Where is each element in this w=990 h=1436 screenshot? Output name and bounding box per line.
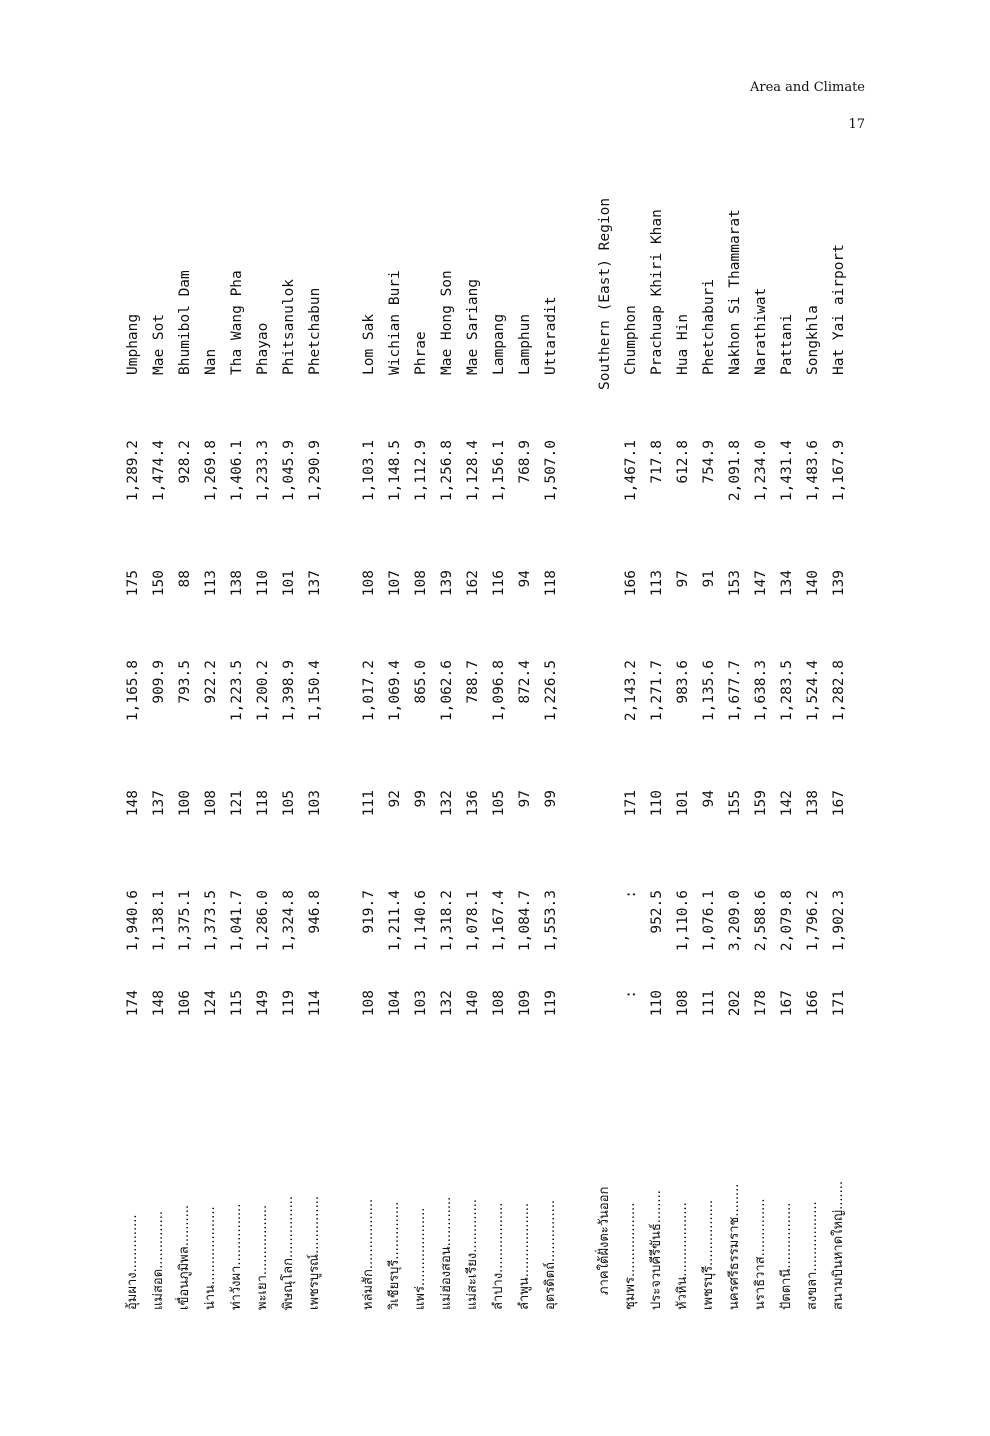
station-name-thai: ปัตตานี................ (779, 1202, 794, 1310)
station-name-thai: เพชรบุรี................ (701, 1199, 716, 1310)
value-cell-c6: 1,156.1 (491, 440, 507, 502)
value-cell-c4: 1,062.6 (439, 660, 455, 722)
value-cell-c5: 162 (465, 570, 481, 597)
value-cell-c2: 1,041.7 (229, 890, 245, 952)
value-cell-c5: 147 (753, 570, 769, 597)
station-name-thai: แม่ฮ่องสอน............ (439, 1196, 454, 1310)
station-name-thai: หัวหิน.................. (675, 1202, 690, 1310)
value-cell-c3: 121 (229, 790, 245, 817)
value-cell-c1: 111 (701, 990, 717, 1017)
value-cell-c6: 1,103.1 (361, 440, 377, 502)
value-cell-c4: 1,135.6 (701, 660, 717, 722)
value-cell-c5: 139 (439, 570, 455, 597)
value-cell-c1: 115 (229, 990, 245, 1017)
section-heading-english: Southern (East) Region (597, 197, 613, 390)
value-cell-c5: 166 (623, 570, 639, 597)
station-name-english: Phitsanulok (281, 278, 297, 375)
value-cell-c3: 101 (675, 790, 691, 817)
value-cell-c3: 171 (623, 790, 639, 817)
value-cell-c3: 155 (727, 790, 743, 817)
value-cell-c1: 108 (675, 990, 691, 1017)
value-cell-c3: 138 (805, 790, 821, 817)
station-name-english: Wichian Buri (387, 270, 403, 375)
value-cell-c6: 1,406.1 (229, 440, 245, 502)
value-cell-c5: 108 (413, 570, 429, 597)
value-cell-c5: 139 (831, 570, 847, 597)
value-cell-c2: 1,324.8 (281, 890, 297, 952)
station-name-thai: ประจวบคีรีขันธ์........ (649, 1190, 664, 1310)
station-name-english: Pattani (779, 313, 795, 375)
value-cell-c4: 865.0 (413, 660, 429, 704)
value-cell-c1: 174 (125, 990, 141, 1017)
station-name-thai: อุ้มผาง.............. (125, 1214, 140, 1310)
station-name-english: Tha Wang Pha (229, 270, 245, 375)
value-cell-c6: 1,128.4 (465, 440, 481, 502)
value-cell-c2: : (623, 890, 639, 899)
station-name-english: Bhumibol Dam (177, 270, 193, 375)
value-cell-c3: 108 (203, 790, 219, 817)
station-name-english: Chumphon (623, 305, 639, 375)
station-name-english: Hua Hin (675, 313, 691, 375)
station-name-thai: ลำปาง................. (491, 1202, 506, 1310)
value-cell-c5: 107 (387, 570, 403, 597)
climate-table (120, 180, 847, 1310)
value-cell-c3: 97 (517, 790, 533, 808)
value-cell-c1: 124 (203, 990, 219, 1017)
value-cell-c4: 788.7 (465, 660, 481, 704)
value-cell-c3: 148 (125, 790, 141, 817)
value-cell-c5: 97 (675, 570, 691, 588)
value-cell-c5: 94 (517, 570, 533, 588)
value-cell-c3: 167 (831, 790, 847, 817)
value-cell-c4: 922.2 (203, 660, 219, 704)
value-cell-c1: : (623, 990, 639, 999)
value-cell-c1: 108 (361, 990, 377, 1017)
station-name-english: Phetchabun (307, 287, 323, 375)
value-cell-c2: 1,286.0 (255, 890, 271, 952)
station-name-english: Hat Yai airport (831, 244, 847, 375)
value-cell-c2: 1,138.1 (151, 890, 167, 952)
station-name-thai: ท่าวังผา............... (229, 1203, 244, 1310)
value-cell-c5: 101 (281, 570, 297, 597)
value-cell-c5: 153 (727, 570, 743, 597)
station-name-english: Mae Hong Son (439, 270, 455, 375)
value-cell-c1: 178 (753, 990, 769, 1017)
station-name-english: Nakhon Si Thammarat (727, 209, 743, 375)
value-cell-c4: 1,200.2 (255, 660, 271, 722)
value-cell-c1: 104 (387, 990, 403, 1017)
value-cell-c2: 3,209.0 (727, 890, 743, 952)
value-cell-c1: 167 (779, 990, 795, 1017)
station-name-thai: แม่สอด.............. (151, 1211, 166, 1310)
station-name-english: Uttaradit (543, 296, 559, 375)
station-name-thai: ชุมพร.................. (623, 1202, 638, 1310)
value-cell-c3: 132 (439, 790, 455, 817)
value-cell-c1: 171 (831, 990, 847, 1017)
value-cell-c3: 99 (543, 790, 559, 808)
value-cell-c3: 103 (307, 790, 323, 817)
value-cell-c1: 108 (491, 990, 507, 1017)
station-name-english: Lom Sak (361, 313, 377, 375)
station-name-english: Mae Sariang (465, 278, 481, 375)
value-cell-c4: 1,677.7 (727, 660, 743, 722)
value-cell-c5: 138 (229, 570, 245, 597)
section-heading-thai: ภาคใต้ฝั่งตะวันออก (597, 1186, 612, 1295)
value-cell-c6: 1,269.8 (203, 440, 219, 502)
value-cell-c6: 1,148.5 (387, 440, 403, 502)
value-cell-c4: 793.5 (177, 660, 193, 704)
page-header-title: Area and Climate (749, 80, 865, 95)
station-name-thai: น่าน................... (203, 1206, 218, 1310)
value-cell-c5: 137 (307, 570, 323, 597)
value-cell-c2: 1,140.6 (413, 890, 429, 952)
value-cell-c2: 1,110.6 (675, 890, 691, 952)
value-cell-c2: 1,167.4 (491, 890, 507, 952)
value-cell-c6: 1,474.4 (151, 440, 167, 502)
value-cell-c6: 1,045.9 (281, 440, 297, 502)
value-cell-c6: 1,483.6 (805, 440, 821, 502)
value-cell-c1: 106 (177, 990, 193, 1017)
value-cell-c1: 119 (543, 990, 559, 1017)
page-number: 17 (848, 117, 865, 132)
value-cell-c3: 136 (465, 790, 481, 817)
station-name-thai: นราธิวาส.............. (753, 1198, 768, 1310)
value-cell-c6: 1,256.8 (439, 440, 455, 502)
value-cell-c2: 1,076.1 (701, 890, 717, 952)
value-cell-c1: 166 (805, 990, 821, 1017)
value-cell-c4: 1,398.9 (281, 660, 297, 722)
value-cell-c2: 1,211.4 (387, 890, 403, 952)
value-cell-c3: 100 (177, 790, 193, 817)
station-name-thai: เพชรบูรณ์.............. (307, 1196, 322, 1310)
value-cell-c4: 909.9 (151, 660, 167, 704)
value-cell-c5: 150 (151, 570, 167, 597)
value-cell-c6: 768.9 (517, 440, 533, 484)
value-cell-c4: 1,223.5 (229, 660, 245, 722)
value-cell-c3: 142 (779, 790, 795, 817)
value-cell-c1: 109 (517, 990, 533, 1017)
station-name-thai: เขื่อนภูมิพล.......... (177, 1204, 192, 1310)
value-cell-c4: 1,226.5 (543, 660, 559, 722)
value-cell-c2: 2,079.8 (779, 890, 795, 952)
value-cell-c5: 110 (255, 570, 271, 597)
value-cell-c2: 1,084.7 (517, 890, 533, 952)
station-name-english: Nan (203, 348, 219, 375)
station-name-english: Narathiwat (753, 287, 769, 375)
station-name-thai: สงขลา................. (805, 1201, 820, 1310)
value-cell-c4: 1,165.8 (125, 660, 141, 722)
value-cell-c5: 134 (779, 570, 795, 597)
value-cell-c1: 148 (151, 990, 167, 1017)
value-cell-c5: 88 (177, 570, 193, 588)
station-name-thai: สนามบินหาดใหญ่....... (831, 1180, 846, 1310)
value-cell-c4: 1,638.3 (753, 660, 769, 722)
station-name-thai: แม่สะเรียง............. (465, 1199, 480, 1310)
value-cell-c3: 94 (701, 790, 717, 808)
value-cell-c2: 1,553.3 (543, 890, 559, 952)
station-name-english: Phrae (413, 331, 429, 375)
value-cell-c3: 118 (255, 790, 271, 817)
value-cell-c6: 1,289.2 (125, 440, 141, 502)
value-cell-c4: 1,282.8 (831, 660, 847, 722)
value-cell-c6: 1,167.9 (831, 440, 847, 502)
value-cell-c4: 1,096.8 (491, 660, 507, 722)
value-cell-c2: 1,375.1 (177, 890, 193, 952)
value-cell-c2: 1,078.1 (465, 890, 481, 952)
station-name-thai: แพร่................... (413, 1207, 428, 1310)
value-cell-c5: 91 (701, 570, 717, 588)
value-cell-c4: 1,271.7 (649, 660, 665, 722)
value-cell-c3: 99 (413, 790, 429, 808)
value-cell-c5: 116 (491, 570, 507, 597)
value-cell-c4: 1,150.4 (307, 660, 323, 722)
value-cell-c6: 1,290.9 (307, 440, 323, 502)
value-cell-c4: 983.6 (675, 660, 691, 704)
station-name-english: Songkhla (805, 305, 821, 375)
value-cell-c1: 202 (727, 990, 743, 1017)
value-cell-c3: 105 (281, 790, 297, 817)
station-name-thai: พิษณุโลก............... (281, 1195, 296, 1310)
value-cell-c4: 872.4 (517, 660, 533, 704)
value-cell-c1: 132 (439, 990, 455, 1017)
value-cell-c2: 1,373.5 (203, 890, 219, 952)
value-cell-c3: 92 (387, 790, 403, 808)
value-cell-c5: 118 (543, 570, 559, 597)
value-cell-c6: 928.2 (177, 440, 193, 484)
value-cell-c5: 175 (125, 570, 141, 597)
station-name-english: Phayao (255, 322, 271, 375)
value-cell-c6: 1,233.3 (255, 440, 271, 502)
value-cell-c1: 114 (307, 990, 323, 1017)
value-cell-c6: 717.8 (649, 440, 665, 484)
value-cell-c1: 119 (281, 990, 297, 1017)
station-name-english: Mae Sot (151, 313, 167, 375)
value-cell-c2: 1,796.2 (805, 890, 821, 952)
value-cell-c6: 612.8 (675, 440, 691, 484)
value-cell-c3: 137 (151, 790, 167, 817)
station-name-english: Umphang (125, 313, 141, 375)
value-cell-c3: 111 (361, 790, 377, 817)
value-cell-c1: 149 (255, 990, 271, 1017)
station-name-thai: นครศรีธรรมราช........ (727, 1183, 742, 1310)
value-cell-c3: 159 (753, 790, 769, 817)
value-cell-c2: 1,318.2 (439, 890, 455, 952)
value-cell-c2: 946.8 (307, 890, 323, 934)
value-cell-c1: 140 (465, 990, 481, 1017)
station-name-thai: พะเยา................. (255, 1204, 270, 1310)
value-cell-c6: 1,112.9 (413, 440, 429, 502)
value-cell-c4: 1,017.2 (361, 660, 377, 722)
value-cell-c5: 108 (361, 570, 377, 597)
station-name-english: Phetchaburi (701, 278, 717, 375)
station-name-thai: ลำพูน.................. (517, 1202, 532, 1310)
station-name-thai: วิเชียรบุรี.............. (387, 1201, 402, 1310)
value-cell-c3: 105 (491, 790, 507, 817)
station-name-english: Prachuap Khiri Khan (649, 209, 665, 375)
station-name-english: Lamphun (517, 313, 533, 375)
value-cell-c1: 110 (649, 990, 665, 1017)
value-cell-c2: 1,940.6 (125, 890, 141, 952)
value-cell-c3: 110 (649, 790, 665, 817)
value-cell-c6: 1,507.0 (543, 440, 559, 502)
value-cell-c6: 1,467.1 (623, 440, 639, 502)
value-cell-c6: 2,091.8 (727, 440, 743, 502)
value-cell-c5: 140 (805, 570, 821, 597)
value-cell-c2: 2,588.6 (753, 890, 769, 952)
value-cell-c4: 1,069.4 (387, 660, 403, 722)
value-cell-c2: 919.7 (361, 890, 377, 934)
value-cell-c4: 1,283.5 (779, 660, 795, 722)
value-cell-c5: 113 (203, 570, 219, 597)
station-name-english: Lampang (491, 313, 507, 375)
value-cell-c4: 1,524.4 (805, 660, 821, 722)
value-cell-c2: 1,902.3 (831, 890, 847, 952)
station-name-thai: หล่มสัก................. (361, 1198, 376, 1310)
value-cell-c2: 952.5 (649, 890, 665, 934)
value-cell-c5: 113 (649, 570, 665, 597)
value-cell-c6: 1,431.4 (779, 440, 795, 502)
value-cell-c1: 103 (413, 990, 429, 1017)
value-cell-c6: 754.9 (701, 440, 717, 484)
value-cell-c4: 2,143.2 (623, 660, 639, 722)
station-name-thai: อุตรดิตถ์............... (543, 1200, 558, 1310)
value-cell-c6: 1,234.0 (753, 440, 769, 502)
